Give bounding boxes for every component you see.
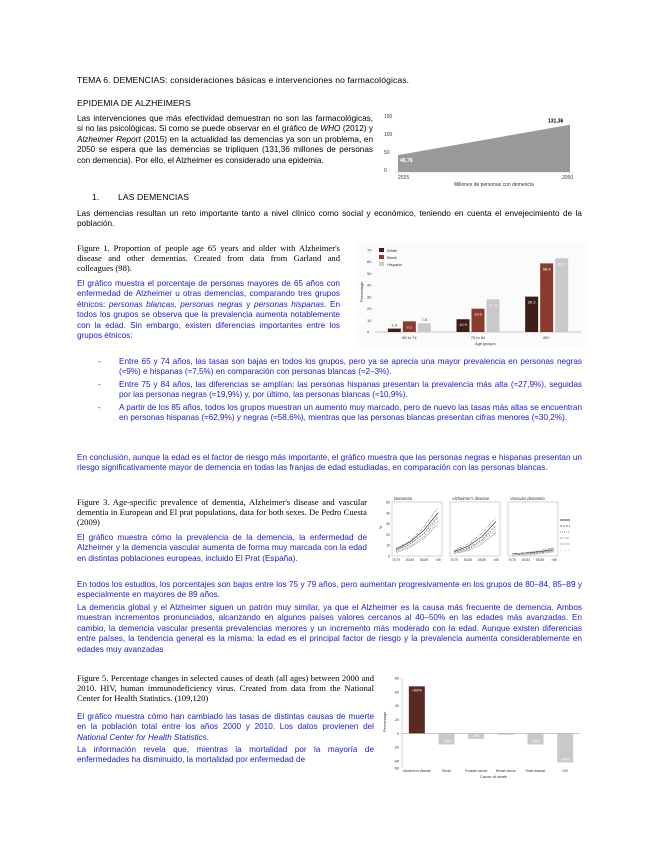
figure3-paragraph-1: El gráfico muestra cómo la prevalencia de la demencia, la enfermedad de Alzheimer y la demencia vascular aumenta de forma muy marcada con la edad en distintas poblaciones europeas, incluido El Prat (España). <box>77 533 367 563</box>
x-tick-label: HIV <box>562 769 568 773</box>
x-tick-label: 80-84 <box>521 558 531 562</box>
y-axis-label: Percentage <box>359 281 364 302</box>
legend-label: Black <box>387 255 397 260</box>
x-axis-label: Cause of death <box>480 774 508 779</box>
document-title: TEMA 6. DEMENCIAS: consideraciones básicas e intervenciones no farmacológicas. <box>77 75 410 85</box>
x-tick-label: Stroke <box>441 769 452 773</box>
y-tick-label: 150 <box>384 114 393 120</box>
bar-value-label: -2% <box>502 729 510 734</box>
y-tick-label: 80 <box>394 676 399 681</box>
intro-paragraph: Las intervenciones que más efectividad demuestran no son las farmacológicas, si no las psicológicas. Si como se puede observar en el gráfico de WHO (2012) y Alzheimer Report (2015) en la actualidad las demencias ya son un problema, en 2050 se espera que las demencias se tripliquen (131,36 millones de personas con demencia). Por ello, el Alzheimer es considerado una epidemia. <box>77 114 374 165</box>
figure3-paragraph-2: En todos los estudios, los porcentajes son bajos entre los 75 y 79 años, pero aumentan progresivamente en los grupos de 80–84, 85–89 y especialmente en mayores de 89 años. <box>77 580 582 600</box>
y-tick-label: 30 <box>367 294 372 300</box>
bar-0 <box>409 686 425 733</box>
panel-1 <box>450 496 500 562</box>
y-axis-label: Percentage <box>382 711 387 732</box>
x-tick-label: 85-89 <box>419 558 429 562</box>
demencias-paragraph: Las demencias resultan un reto importante tanto a nivel clínico como social y económico, teniendo en cuenta el envejecimiento de la población. <box>77 209 582 229</box>
panel-0 <box>379 496 442 562</box>
bar-value-label: +68% <box>411 688 422 693</box>
figure5-paragraph-1: El gráfico muestra cómo han cambiado las tasas de distintas causas de muerte en la población total entre los años 2000 y 2010. Los datos provienen del National Center for Health Statistics. <box>77 712 374 742</box>
y-tick-label: 40 <box>394 704 399 709</box>
x-tick-label: 75 to 84 <box>470 335 486 340</box>
x-tick-label: 75-79 <box>391 558 401 562</box>
y-tick-label: 50 <box>384 150 390 156</box>
legend <box>560 520 570 550</box>
y-axis-label: % <box>379 525 383 529</box>
figure5-caption: Figure 5. Percentage changes in selected causes of death (all ages) between 2000 and 2010. HIV, human immunodeficiency virus. Created from data from the National Center for Health Statistics. (109,120) <box>77 673 374 704</box>
bar-value-label: -42% <box>560 757 570 762</box>
x-axis-labels <box>403 769 569 773</box>
y-tick-label: 10 <box>367 317 372 323</box>
y-tick-label: 50 <box>367 270 372 276</box>
x-tick-label: >89 <box>435 558 441 562</box>
figure1-bullet-list <box>92 357 582 425</box>
figure1-paragraph: El gráfico muestra el porcentaje de personas mayores de 65 años con enfermedad de Alzheimer u otras demencias, comparando tres grupos étnicos: personas blancas, personas negras y personas hispanas. En todos los grupos se observa que la prevalencia aumenta notablemente con la edad. Sin embargo, existen diferencias importantes entre los grupos étnicos: <box>77 279 340 341</box>
y-tick-label: 30 <box>386 522 390 527</box>
series-line <box>396 507 438 548</box>
figure3-paragraph-3: La demencia global y el Alzheimer siguen un patrón muy similar, ya que el Alzheimer es la causa más frecuente de demencia. Ambos muestran incrementos pronunciados, alcanzando en algunos países valores cercanos al 40–50% en las edades más avanzadas. En cambio, la demencia vascular presenta prevalencias menores y un incremento más moderado con la edad. Aunque existen diferencias entre países, la tendencia general es la misma: la edad es el principal factor de riesgo y la prevalencia aumenta considerablemente en edades muy avanzadas <box>77 603 582 654</box>
chart-panels <box>379 496 558 562</box>
series-line <box>454 526 496 553</box>
y-tick-label: 40 <box>367 282 372 288</box>
y-tick-label: 70 <box>367 247 372 253</box>
bar-value-label: 30.2 <box>527 299 536 305</box>
panel-title: Dementia <box>394 496 412 501</box>
bar-hispanic-0 <box>418 323 431 332</box>
panel-2 <box>508 496 558 562</box>
x-tick-label: 2015 <box>398 175 410 181</box>
bar-value-label: -8% <box>472 733 480 738</box>
figure5-paragraph-2: La información revela que, mientras la mortalidad por la mayoría de enfermedades ha disminuido, la mortalidad por enfermedad de <box>77 745 374 765</box>
bar-value-label: -16% <box>531 739 540 744</box>
section-number: 1. <box>92 192 100 202</box>
bar-value-label: 10.9 <box>459 322 467 328</box>
x-tick-label: >89 <box>493 558 499 562</box>
data-label-2050: 131,36 <box>548 118 564 125</box>
legend-swatch <box>379 255 384 259</box>
series-line <box>512 548 554 554</box>
x-tick-label: Alzheimer's disease <box>402 769 431 773</box>
bar-hispanic-2 <box>555 258 568 332</box>
y-tick-label: 20 <box>386 532 390 537</box>
x-tick-label: 85-89 <box>477 558 487 562</box>
bar-value-label: 2.9 <box>391 322 398 328</box>
list-item: - Entre 65 y 74 años, las tasas son bajas en todos los grupos, pero ya se aprecia una mayor prevalencia en personas negras (≈9%) e hispanas (≈7,5%) en comparación con personas blancas (≈2–3%). <box>98 357 582 377</box>
x-tick-label: Heart disease <box>525 769 546 773</box>
list-item: - A partir de los 85 años, todos los grupos muestran un aumento muy marcado, pero de nuevo las tasas más altas se encuentran en personas hispanas (≈62,9%) y negras (≈58,6%), mientras que las personas blancas presentan cifras menores (≈30,2%). <box>98 402 582 423</box>
legend-swatch <box>379 248 384 252</box>
figure1-caption: Figure 1. Proportion of people age 65 years and older with Alzheimer's disease and other dementias. Created from data from Garland and colleagues (98). <box>77 243 340 274</box>
panel-title: Alzheimer's disease <box>452 496 490 501</box>
x-tick-label: Breast cancer <box>495 769 516 773</box>
bars <box>409 686 573 762</box>
x-tick-label: 75-79 <box>449 558 459 562</box>
legend-label: Hispanic <box>387 262 403 267</box>
bar-value-label: 58.6 <box>542 266 551 272</box>
y-tick-label: -40 <box>393 759 399 764</box>
y-tick-label: 10 <box>386 543 390 548</box>
y-axis-ticks <box>384 114 393 174</box>
x-tick-label: 65 to 74 <box>402 335 417 340</box>
bar-value-label: 62.9 <box>557 261 566 267</box>
y-tick-label: 20 <box>367 306 372 312</box>
figure3-caption: Figure 3. Age-specific prevalence of dementia, Alzheimer's disease and vascular dementia in European and El prat populations, data for both sexes. De Pedro Cuesta (2009) <box>77 497 367 528</box>
section-heading-epidemia: EPIDEMIA DE ALZHEIMERS <box>77 98 191 108</box>
series-line <box>396 513 438 550</box>
series-line <box>396 524 438 553</box>
x-tick-label: 85+ <box>543 335 551 340</box>
figure1-conclusion: En conclusión, aunque la edad es el factor de riesgo más importante, el gráfico muestra que las personas negras e hispanas presentan un riesgo significativamente mayor de demencia en todas las franjas de edad estudiadas, en comparación con las personas blancas. <box>77 453 582 473</box>
dementia-projection-chart <box>382 112 582 190</box>
legend-label: White <box>387 248 398 253</box>
x-tick-label: Prostate cancer <box>465 769 488 773</box>
y-tick-label: 0 <box>396 731 399 736</box>
x-axis-label: Age groups <box>475 341 496 346</box>
panel-title: Vascular dementia <box>510 496 545 501</box>
bar-value-label: 19.9 <box>474 311 482 317</box>
causes-of-death-chart <box>380 672 584 780</box>
x-tick-label: 80-84 <box>463 558 473 562</box>
bar-white-0 <box>388 329 401 332</box>
y-tick-label: 100 <box>384 132 393 138</box>
y-tick-label: 60 <box>367 259 372 265</box>
y-tick-label: 50 <box>386 500 390 505</box>
y-tick-label: 60 <box>394 690 399 695</box>
x-tick-label: 85-89 <box>535 558 545 562</box>
legend-swatch <box>379 262 384 266</box>
bar-value-label: -16% <box>442 739 451 744</box>
y-tick-label: 0 <box>367 329 370 335</box>
bar-value-label: 7.5 <box>421 317 428 323</box>
x-tick-label: >89 <box>551 558 557 562</box>
bar-black-2 <box>540 263 553 332</box>
y-tick-label: 40 <box>386 511 390 516</box>
x-tick-label: 80-84 <box>405 558 415 562</box>
bar-value-label: 27.9 <box>489 302 497 308</box>
y-tick-label: 0 <box>384 168 387 174</box>
x-tick-label: 75-79 <box>507 558 517 562</box>
y-tick-label: 20 <box>394 718 399 723</box>
y-tick-label: -20 <box>393 745 399 750</box>
y-tick-label: -50 <box>393 766 399 771</box>
y-tick-label: 0 <box>388 554 390 559</box>
projection-area <box>398 125 570 172</box>
bar-value-label: 9.1 <box>406 324 413 330</box>
x-tick-label: 2050 <box>562 175 574 181</box>
data-label-2015: 46,78 <box>400 158 413 165</box>
x-axis-label: Millones de personas con demencia <box>454 182 534 188</box>
ethnicity-prevalence-chart <box>355 242 587 346</box>
age-specific-prevalence-chart <box>378 494 586 580</box>
section-title-demencias: LAS DEMENCIAS <box>118 192 190 202</box>
list-item: - Entre 75 y 84 años, las diferencias se amplían: las personas hispanas presentan la prevalencia más alta (≈27,9%), seguidas por las personas negras (≈19,9%) y, por último, las personas blancas (≈10,9%). <box>98 379 582 400</box>
